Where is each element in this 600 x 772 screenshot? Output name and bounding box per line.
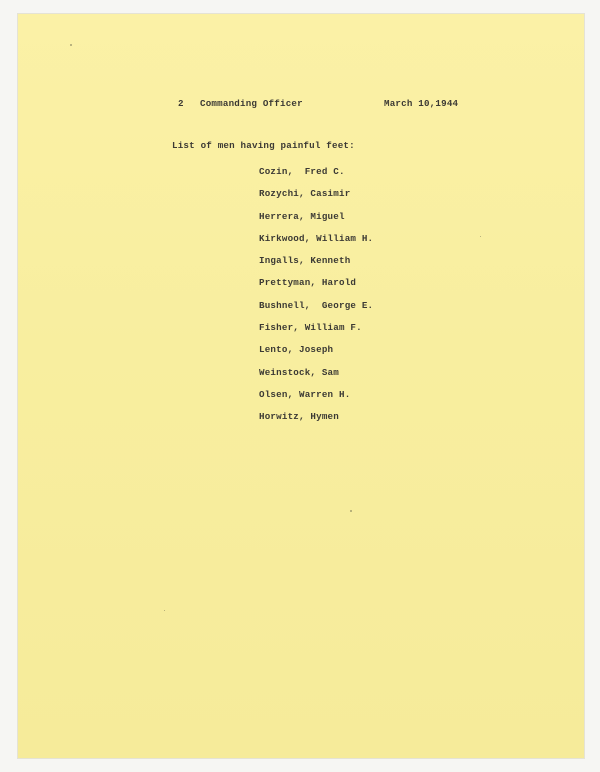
paper-speck [164, 610, 165, 611]
list-item: Fisher, William F. [259, 322, 362, 334]
list-item: Prettyman, Harold [259, 277, 357, 289]
list-item: Kirkwood, William H. [259, 232, 374, 244]
list-item: Herrera, Miguel [259, 210, 345, 222]
memo-date: March 10,1944 [384, 98, 459, 109]
list-item: Olsen, Warren H. [259, 388, 351, 400]
list-item: Ingalls, Kenneth [259, 255, 351, 267]
names-list [259, 166, 373, 434]
list-item: Weinstock, Sam [259, 366, 339, 378]
page-number: 2 [178, 98, 184, 109]
yellow-paper-page [18, 14, 584, 758]
list-item: Rozychi, Casimir [259, 188, 351, 200]
paper-speck [350, 510, 352, 512]
paper-speck [70, 44, 72, 46]
list-item: Horwitz, Hymen [259, 411, 339, 423]
list-intro: List of men having painful feet: [172, 140, 355, 151]
addressee: Commanding Officer [200, 98, 303, 109]
list-item: Cozin, Fred C. [259, 166, 345, 177]
paper-speck [480, 236, 481, 237]
list-item: Lento, Joseph [259, 344, 334, 356]
memo-header-left [178, 98, 303, 109]
list-item: Bushnell, George E. [259, 299, 374, 311]
